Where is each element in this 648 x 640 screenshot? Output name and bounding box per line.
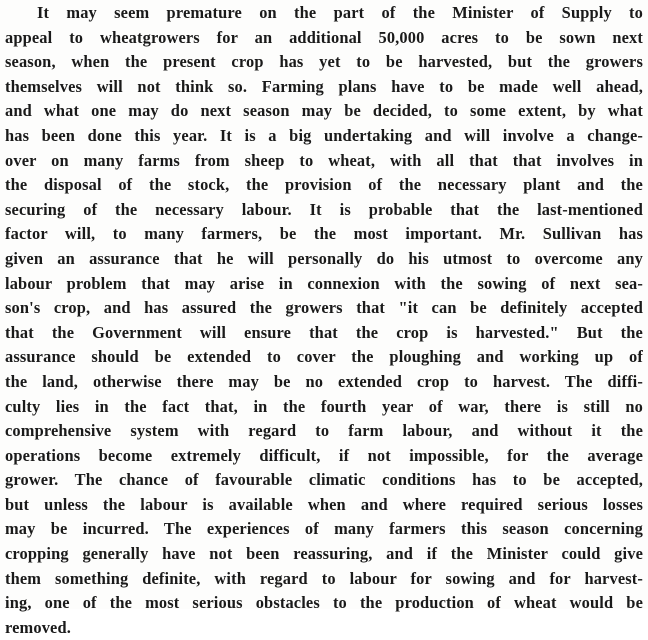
text-line: season, when the present crop has yet to be harvested, but the growers <box>5 52 643 72</box>
text-line: that the Government will ensure that the crop is harvested." But the <box>5 322 643 342</box>
text-line: has been done this year. It is a big undertaking and will involve a change- <box>5 125 643 145</box>
text-line: grower. The chance of favourable climatic conditions has to be accepted, <box>5 470 643 490</box>
text-line: but unless the labour is available when and where required serious losses <box>5 494 643 514</box>
text-line: factor will, to many farmers, be the most important. Mr. Sullivan has <box>5 224 643 244</box>
text-line: It may seem premature on the part of the Minister of Supply to <box>37 3 643 22</box>
text-line: may be incurred. The experiences of many farmers this season concerning <box>5 519 643 539</box>
article-paragraph <box>5 1 643 640</box>
text-line: ing, one of the most serious obstacles to the production of wheat would be <box>5 593 643 613</box>
text-line: operations become extremely difficult, if not impossible, for the average <box>5 445 643 465</box>
text-line: cropping generally have not been reassuring, and if the Minister could give <box>5 544 643 564</box>
text-line: the land, otherwise there may be no extended crop to harvest. The diffi- <box>5 371 643 391</box>
text-line: labour problem that may arise in connexion with the sowing of next sea- <box>5 273 643 293</box>
text-line: son's crop, and has assured the growers that "it can be definitely accepted <box>5 298 643 318</box>
text-line: over on many farms from sheep to wheat, with all that that involves in <box>5 150 643 170</box>
text-line: themselves will not think so. Farming plans have to be made well ahead, <box>5 76 643 96</box>
text-line: appeal to wheatgrowers for an additional 50,000 acres to be sown next <box>5 27 643 47</box>
text-line: securing of the necessary labour. It is probable that the last-mentioned <box>5 199 643 219</box>
text-line: the disposal of the stock, the provision of the necessary plant and the <box>5 175 643 195</box>
text-line: removed. <box>5 617 71 637</box>
text-line: culty lies in the fact that, in the fourth year of war, there is still no <box>5 396 643 416</box>
text-line: assurance should be extended to cover the ploughing and working up of <box>5 347 643 367</box>
text-line: comprehensive system with regard to farm labour, and without it the <box>5 421 643 441</box>
text-line: them something definite, with regard to labour for sowing and for harvest- <box>5 568 643 588</box>
text-line: given an assurance that he will personally do his utmost to overcome any <box>5 248 643 268</box>
text-line: and what one may do next season may be decided, to some extent, by what <box>5 101 643 121</box>
